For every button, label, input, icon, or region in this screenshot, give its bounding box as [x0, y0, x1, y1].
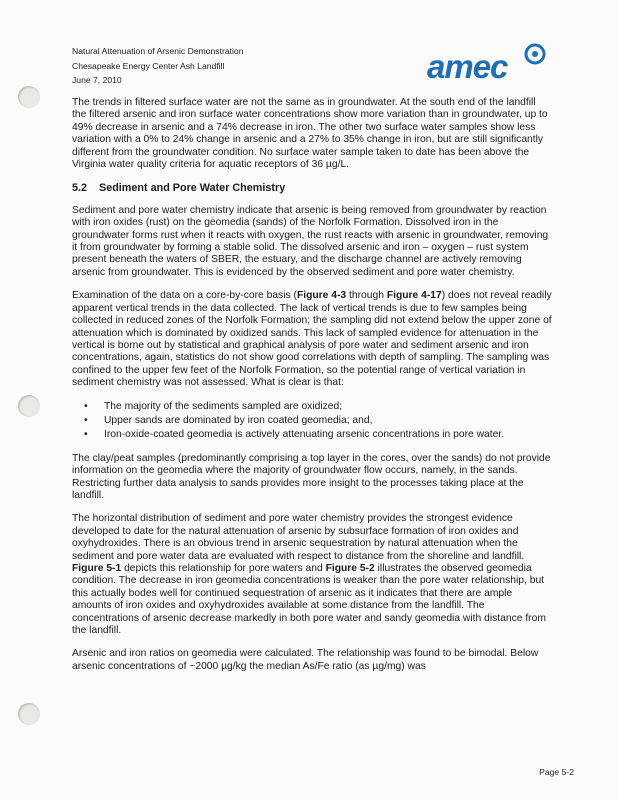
- document-header: [72, 44, 244, 88]
- figure-ref-4-3: Figure 4-3: [296, 290, 347, 302]
- header-project-title: Natural Attenuation of Arsenic Demonstration: [72, 46, 244, 56]
- list-item: • Upper sands are dominated by iron coated geomedia; and,: [84, 415, 552, 427]
- amec-swirl-icon: [523, 42, 547, 66]
- header-date: June 7, 2010: [72, 75, 122, 85]
- list-item: • The majority of the sediments sampled are oxidized;: [84, 401, 552, 413]
- paragraph-horizontal-distribution: The horizontal distribution of sediment and pore water chemistry provides the strongest evidence developed to date for the natural attenuation of arsenic by subsurface formation of iron oxides and oxyhydroxides. There is an obvious trend in arsenic sequestration by natural attenuation when the sediment and pore water data are evaluated with respect to distance from the shoreline and landfill. Figure 5-1 depicts this relationship for pore waters and Figure 5-2 illustrates the observed geomedia condition. The decrease in iron geomedia concentrations is weaker than the pore water relationship, but this actually bodes well for continued sequestration of arsenic as it indicates that there are ample amounts of iron oxides and oxyhydroxides available at some distance from the landfill. The concentrations of arsenic decrease markedly in both pore water and sandy geomedia with distance from the landfill.: [72, 513, 546, 637]
- paragraph-core-examination: Examination of the data on a core-by-core basis (Figure 4-3 through Figure 4-17) does not reveal readily apparent vertical trends in the data collected. The lack of vertical trends is due to few samples being collected in reduced zones of the Norfolk Formation; the sampling did not extend below the upper zone of attenuation which is dominated by oxidized sands. This lack of sampled evidence for attenuation in the vertical is borne out by statistical and graphical analysis of pore water and sediment arsenic and iron concentrations, again, statistics do not show good correlations with depth of sampling. The sampling was confined to the upper few feet of the Norfolk Formation, so the potential range of vertical variation in sediment chemistry was not assessed. What is clear is that:: [72, 290, 552, 389]
- amec-logo: [427, 44, 557, 84]
- punch-hole-top: [18, 86, 40, 108]
- page-number: Page 5-2: [539, 767, 574, 777]
- section-heading: [72, 182, 552, 194]
- findings-list: [72, 401, 552, 442]
- paragraph-surface-water: The trends in filtered surface water are not the same as in groundwater. At the south end of the landfill the filtered arsenic and iron surface water concentrations show more variation than in groundwater, up to 49% decrease in arsenic and a 74% decrease in iron. The other two surface water samples show less variation with a 0% to 24% change in arsenic and a 27% to 35% change in iron, but are still significantly different from the groundwater condition. No surface water sample taken to date has been above the Virginia water quality criteria for aquatic receptors of 36 µg/L.: [72, 97, 548, 171]
- paragraph-clay-peat: The clay/peat samples (predominantly comprising a top layer in the cores, over the sands) do not provide information on the geomedia where the majority of groundwater flow occurs, namely, in the sands. Restricting further data analysis to sands provides more insight to the processes taking place at the landfill.: [72, 452, 551, 501]
- section-number: 5.2: [72, 182, 88, 195]
- figure-ref-5-1: Figure 5-1: [72, 563, 122, 574]
- logo-wordmark: amec: [427, 48, 508, 85]
- figure-ref-4-17: Figure 4-17: [386, 290, 442, 302]
- section-title: Sediment and Pore Water Chemistry: [99, 182, 286, 195]
- paragraph-ratios: Arsenic and iron ratios on geomedia were calculated. The relationship was found to be bimodal. Below arsenic concentrations of ~2000 µg/kg the median As/Fe ratio (as µg/mg) was: [72, 648, 539, 672]
- paragraph-sediment-chemistry: Sediment and pore water chemistry indicate that arsenic is being removed from groundwater by reaction with iron oxides (rust) on the geomedia (sands) of the Norfolk Formation. Dissolved iron in the groundwater forms rust when it reacts with oxygen, the rust reacts with arsenic in groundwater, removing it from groundwater by forming a stable solid. The dissolved arsenic and iron – oxygen – rust system present beneath the waters of SBER, the estuary, and the discharge channel are actively removing arsenic from groundwater. This is evidenced by the observed sediment and pore water chemistry.: [72, 204, 549, 278]
- figure-ref-5-2: Figure 5-2: [325, 563, 375, 574]
- list-item: • Iron-oxide-coated geomedia is actively attenuating arsenic concentrations in pore water.: [84, 429, 552, 441]
- header-site-name: Chesapeake Energy Center Ash Landfill: [72, 60, 225, 71]
- punch-hole-middle: [18, 395, 40, 417]
- punch-hole-bottom: [18, 703, 40, 725]
- document-body: [72, 97, 552, 684]
